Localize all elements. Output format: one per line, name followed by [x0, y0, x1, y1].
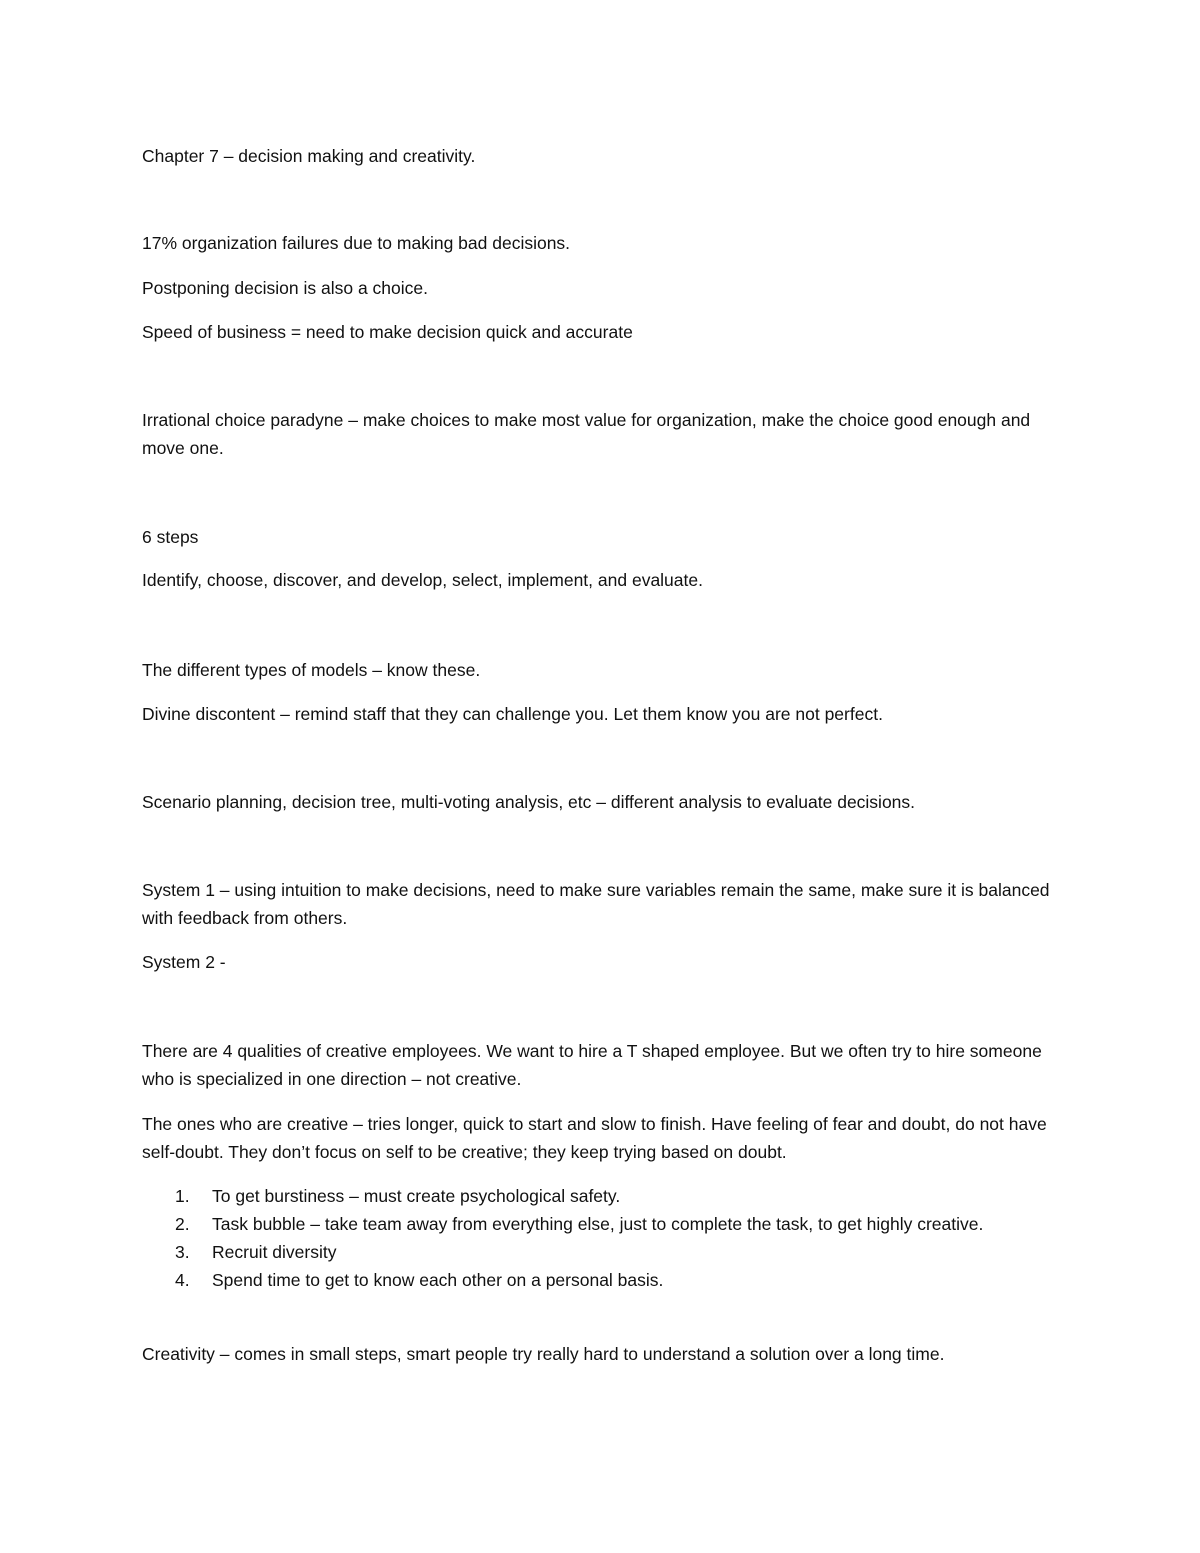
list-item: [142, 1238, 1062, 1266]
list-item-text: Recruit diversity: [212, 1242, 337, 1262]
list-item-text: Spend time to get to know each other on a personal basis.: [212, 1270, 664, 1290]
paragraph-failures: 17% organization failures due to making bad decisions.: [142, 233, 571, 253]
list-item-text: Task bubble – take team away from everything else, just to complete the task, to get highly creative.: [212, 1214, 984, 1234]
paragraph-divine-discontent: Divine discontent – remind staff that they can challenge you. Let them know you are not perfect.: [142, 704, 883, 724]
paragraph-system-1: System 1 – using intuition to make decisions, need to make sure variables remain the same, make sure it is balanced with feedback from others.: [142, 880, 1050, 928]
paragraph-models: The different types of models – know these.: [142, 660, 481, 680]
numbered-list: [142, 1182, 1062, 1294]
paragraph-creativity: Creativity – comes in small steps, smart people try really hard to understand a solution over a long time.: [142, 1344, 945, 1364]
list-item-number: 3.: [175, 1242, 190, 1262]
paragraph-system-2: System 2 -: [142, 952, 226, 972]
paragraph-irrational-choice: Irrational choice paradyne – make choices to make most value for organization, make the choice good enough and move one.: [142, 410, 1031, 458]
paragraph-creative-qualities: There are 4 qualities of creative employees. We want to hire a T shaped employee. But we often try to hire someone who is specialized in one direction – not creative.: [142, 1041, 1042, 1089]
list-item-number: 1.: [175, 1186, 190, 1206]
paragraph-speed: Speed of business = need to make decision quick and accurate: [142, 322, 633, 342]
list-item-number: 2.: [175, 1214, 190, 1234]
list-item-number: 4.: [175, 1270, 190, 1290]
list-item: [142, 1210, 1062, 1238]
chapter-title: Chapter 7 – decision making and creativity.: [142, 146, 476, 166]
paragraph-creative-ones: The ones who are creative – tries longer, quick to start and slow to finish. Have feeling of fear and doubt, do not have self-doubt. They don’t focus on self to be creative; they keep trying based on doubt.: [142, 1114, 1047, 1162]
paragraph-six-steps-heading: 6 steps: [142, 527, 199, 547]
paragraph-postponing: Postponing decision is also a choice.: [142, 278, 429, 298]
list-item-text: To get burstiness – must create psychological safety.: [212, 1186, 621, 1206]
paragraph-scenario-planning: Scenario planning, decision tree, multi-voting analysis, etc – different analysis to evaluate decisions.: [142, 792, 916, 812]
list-item: [142, 1266, 1062, 1294]
paragraph-six-steps: Identify, choose, discover, and develop, select, implement, and evaluate.: [142, 570, 703, 590]
list-item: [142, 1182, 1062, 1210]
